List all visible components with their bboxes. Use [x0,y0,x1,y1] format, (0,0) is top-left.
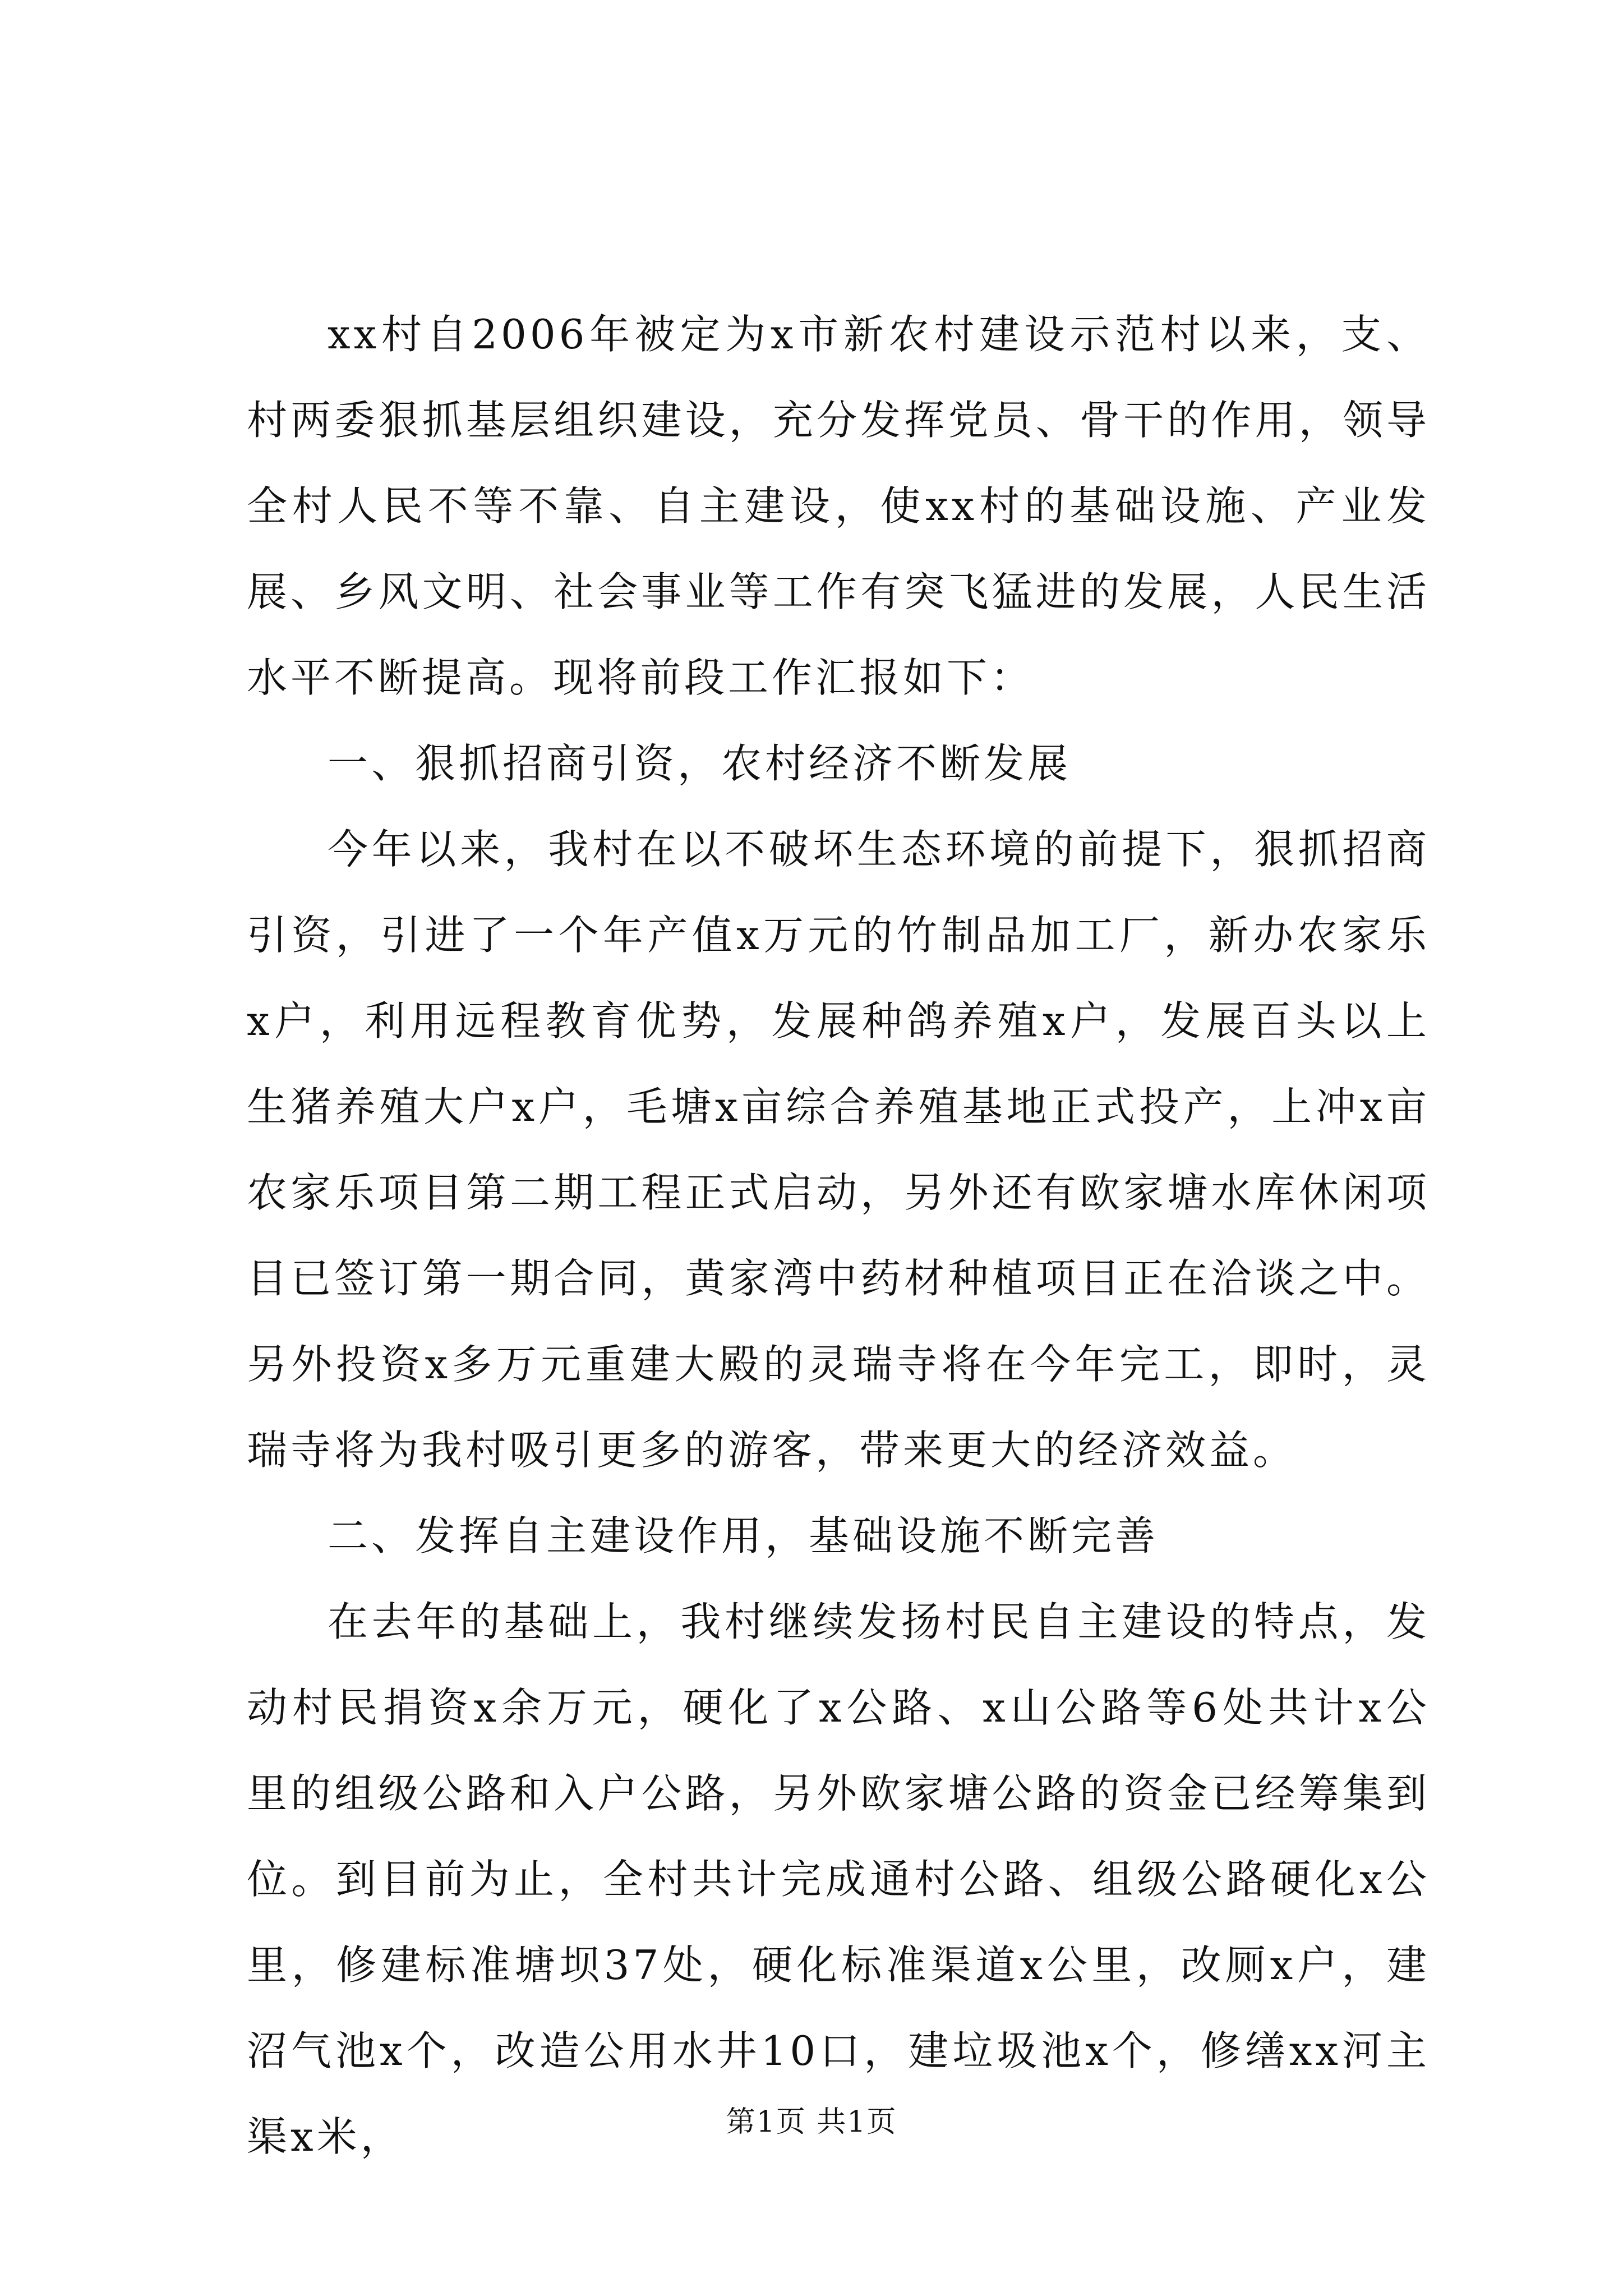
intro-paragraph: xx村自2006年被定为x市新农村建设示范村以来，支、村两委狠抓基层组织建设，充分发挥党员、骨干的作用，领导全村人民不等不靠、自主建设，使xx村的基础设施、产业发展、乡风文明、社会事业等工作有突飞猛进的发展，人民生活水平不断提高。现将前段工作汇报如下： [247,311,1430,701]
section-heading-1: 一、狠抓招商引资，农村经济不断发展 [328,740,1072,787]
section-heading-2: 二、发挥自主建设作用，基础设施不断完善 [328,1512,1159,1559]
section-1-paragraph: 今年以来，我村在以不破坏生态环境的前提下，狠抓招商引资，引进了一个年产值x万元的竹制品加工厂，新办农家乐x户，利用远程教育优势，发展种鸽养殖x户，发展百头以上生猪养殖大户x户，毛塘x亩综合养殖基地正式投产，上冲x亩农家乐项目第二期工程正式启动，另外还有欧家塘水库休闲项目已签订第一期合同，黄家湾中药材种植项目正在洽谈之中。另外投资x多万元重建大殿的灵瑞寺将在今年完工，即时，灵瑞寺将为我村吸引更多的游客，带来更大的经济效益。 [247,826,1430,1474]
section-2-paragraph: 在去年的基础上，我村继续发扬村民自主建设的特点，发动村民捐资x余万元，硬化了x公路、x山公路等6处共计x公里的组级公路和入户公路，另外欧家塘公路的资金已经筹集到位。到目前为止，全村共计完成通村公路、组级公路硬化x公里，修建标准塘坝37处，硬化标准渠道x公里，改厕x户，建沼气池x个，改造公用水井10口，建垃圾池x个，修缮xx河主渠x米， [247,1598,1430,2160]
page-number-footer: 第1页 共1页 [726,2105,897,2139]
document-body [247,292,1430,2180]
